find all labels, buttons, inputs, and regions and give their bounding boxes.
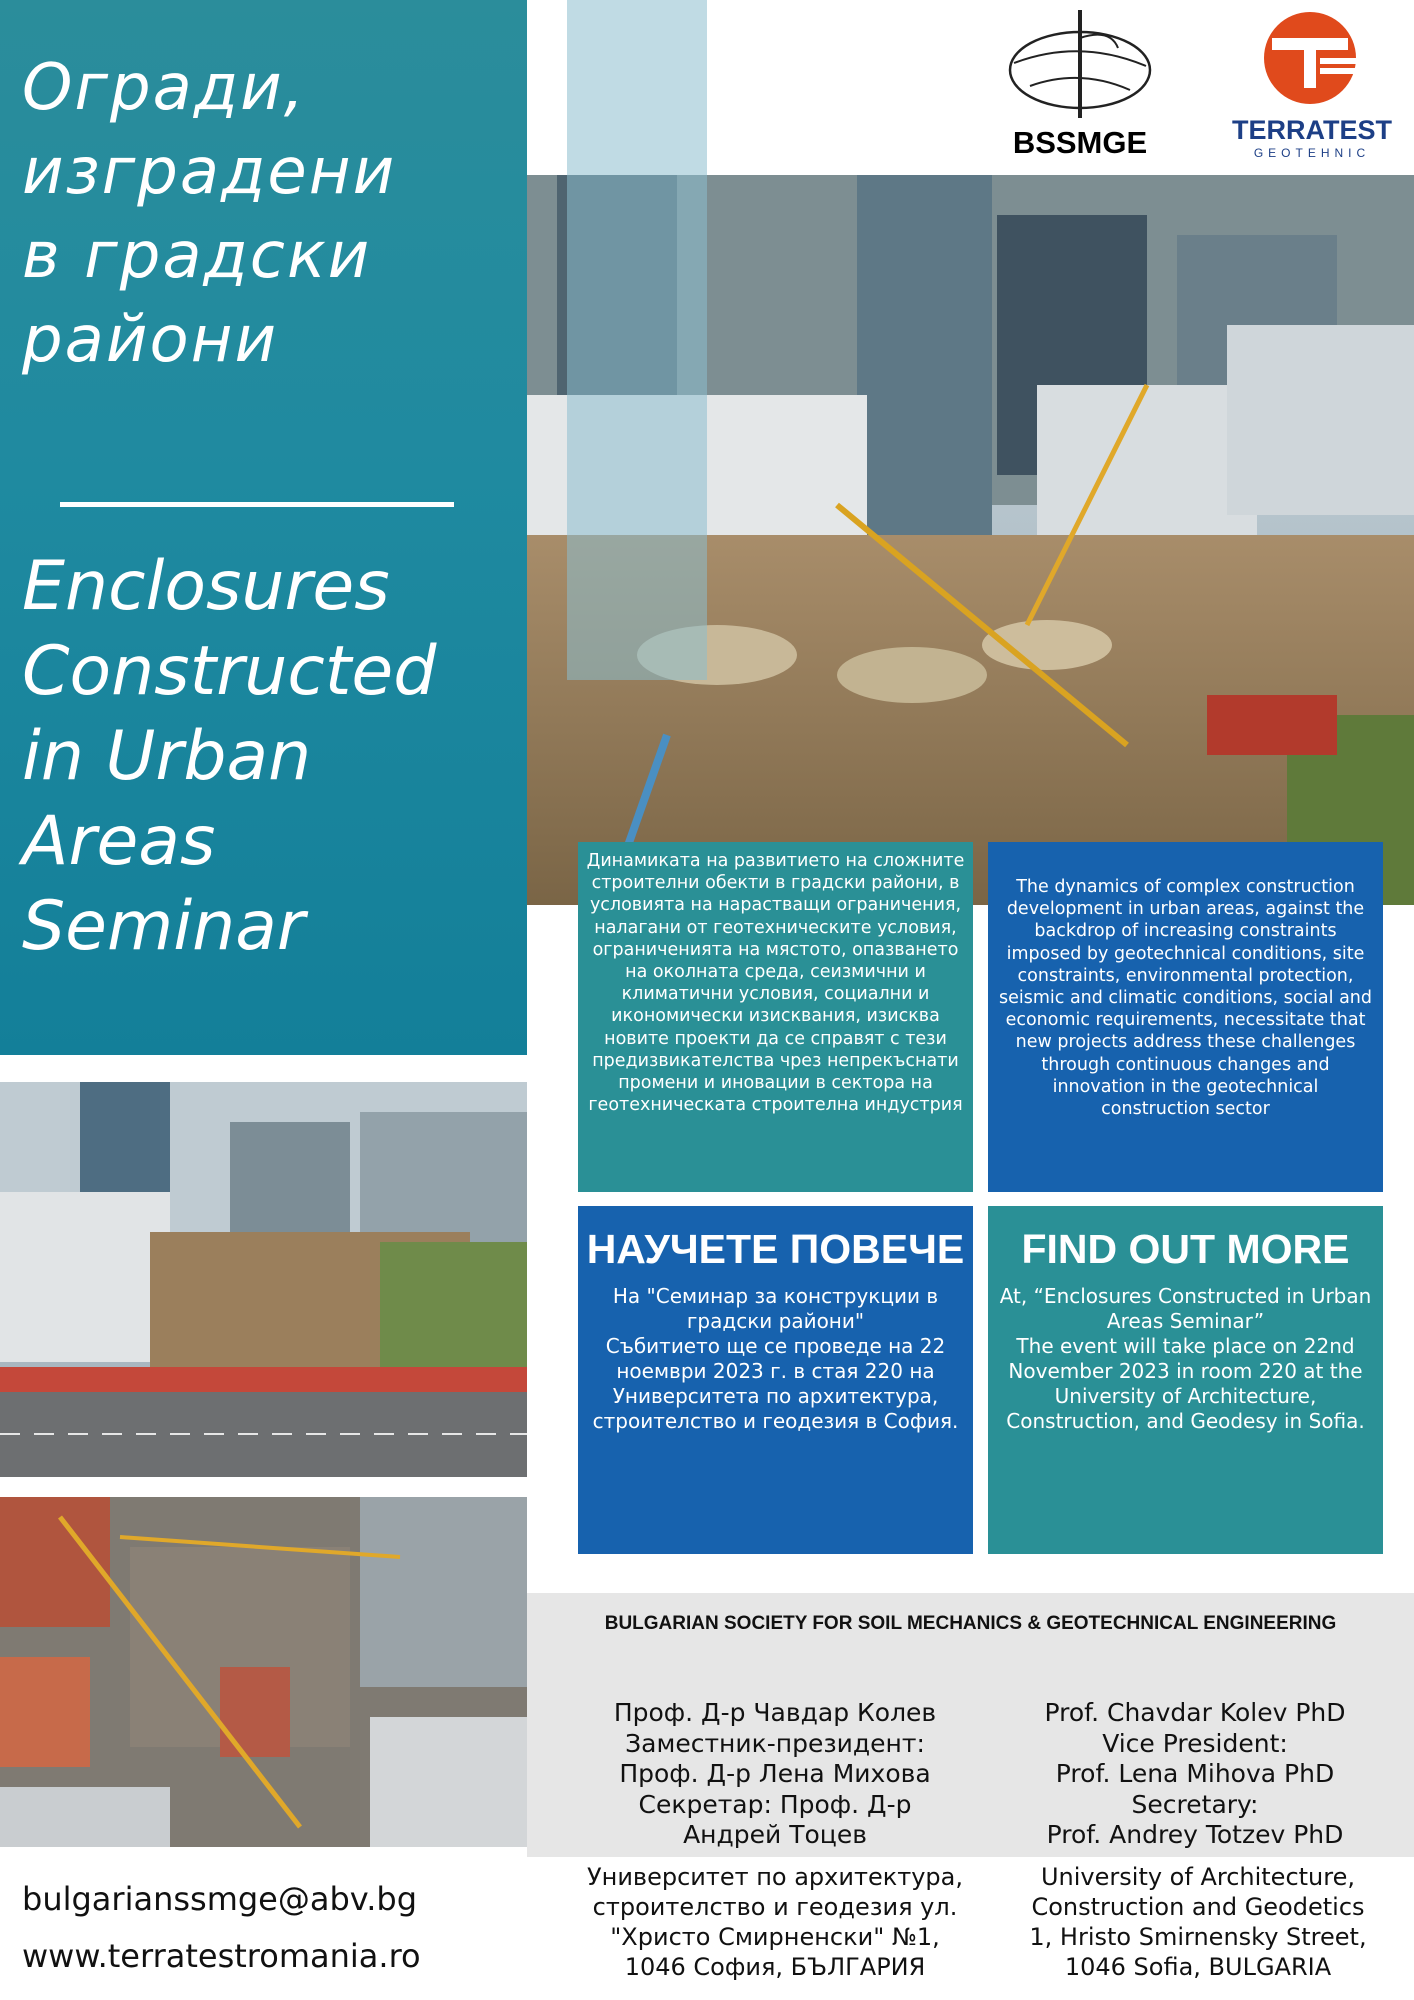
construction-photo-aerial bbox=[0, 1497, 527, 1847]
find-out-more-bulgarian-body: На "Семинар за конструкции в градски райони" Събитието ще се проведе на 22 ноември 2023 г. в стая 220 на Университета по архитектура, строителство и геодезия в София. bbox=[592, 1284, 959, 1433]
title-divider bbox=[60, 502, 454, 507]
contact-email[interactable]: bulgarianssmge@abv.bg bbox=[22, 1880, 418, 1918]
construction-photo-street bbox=[0, 1082, 527, 1477]
officers-english: Prof. Chavdar Kolev PhD Vice President: Prof. Lena Mihova PhD Secretary: Prof. Andrey Totzev PhD bbox=[1044, 1698, 1346, 1849]
bssmge-emblem-icon bbox=[1000, 8, 1160, 128]
terratest-logo-name: TERRATEST bbox=[1232, 115, 1392, 145]
find-out-more-english bbox=[988, 1206, 1383, 1554]
contact-website[interactable]: www.terratestromania.ro bbox=[22, 1937, 421, 1975]
address-english: University of Architecture, Construction and Geodetics 1, Hristo Smirnensky Street, 1046 Sofia, BULGARIA bbox=[1029, 1863, 1367, 1981]
decorative-stripe bbox=[567, 0, 707, 680]
officers-bulgarian: Проф. Д-р Чавдар Колев Заместник-президент: Проф. Д-р Лена Михова Секретар: Проф. Д-р Андрей Тоцев bbox=[613, 1698, 937, 1849]
description-bulgarian bbox=[578, 842, 973, 1192]
find-out-more-english-heading: FIND OUT MORE bbox=[1021, 1226, 1350, 1272]
title-bulgarian: Огради, изградени в градски райони bbox=[22, 51, 397, 377]
society-name: BULGARIAN SOCIETY FOR SOIL MECHANICS & GEOTECHNICAL ENGINEERING bbox=[604, 1613, 1337, 1634]
description-bulgarian-text: Динамиката на развитието на сложните строителни обекти в градски райони, в условията на нарастващи ограничения, налагани от геотехническите условия, ограниченията на мястото, опазването на околната среда, сеизмични и климатични условия, социални и икономически изисквания, изисква новите проекти да се справят с тези предизвикателства чрез непрекъснати промени и иновации в сектора на геотехническата строителна индустрия bbox=[586, 851, 965, 1116]
address-bulgarian: Университет по архитектура, строителство и геодезия ул. "Христо Смирненски" №1, 1046 София, БЪЛГАРИЯ bbox=[587, 1863, 963, 1981]
terratest-emblem-icon bbox=[1210, 8, 1410, 118]
description-english-text: The dynamics of complex construction development in urban areas, against the backdrop of increasing constraints imposed by geotechnical conditions, site constraints, environmental protection, seismic and climatic conditions, social and economic requirements, necessitate that new projects address these challenges through continuous changes and innovation in the geotechnical construction sector bbox=[998, 877, 1372, 1120]
description-english bbox=[988, 842, 1383, 1192]
find-out-more-bulgarian-heading: НАУЧЕТЕ ПОВЕЧЕ bbox=[586, 1226, 965, 1272]
bssmge-logo-text: BSSMGE bbox=[1012, 125, 1148, 160]
terratest-logo-subtitle: GEOTEHNIC bbox=[1253, 146, 1371, 160]
find-out-more-bulgarian bbox=[578, 1206, 973, 1554]
title-english: Enclosures Constructed in Urban Areas Seminar bbox=[22, 547, 437, 966]
find-out-more-english-body: At, “Enclosures Constructed in Urban Areas Seminar” The event will take place on 22nd November 2023 in room 220 at the University of Architecture, Construction, and Geodesy in Sofia. bbox=[999, 1284, 1372, 1433]
